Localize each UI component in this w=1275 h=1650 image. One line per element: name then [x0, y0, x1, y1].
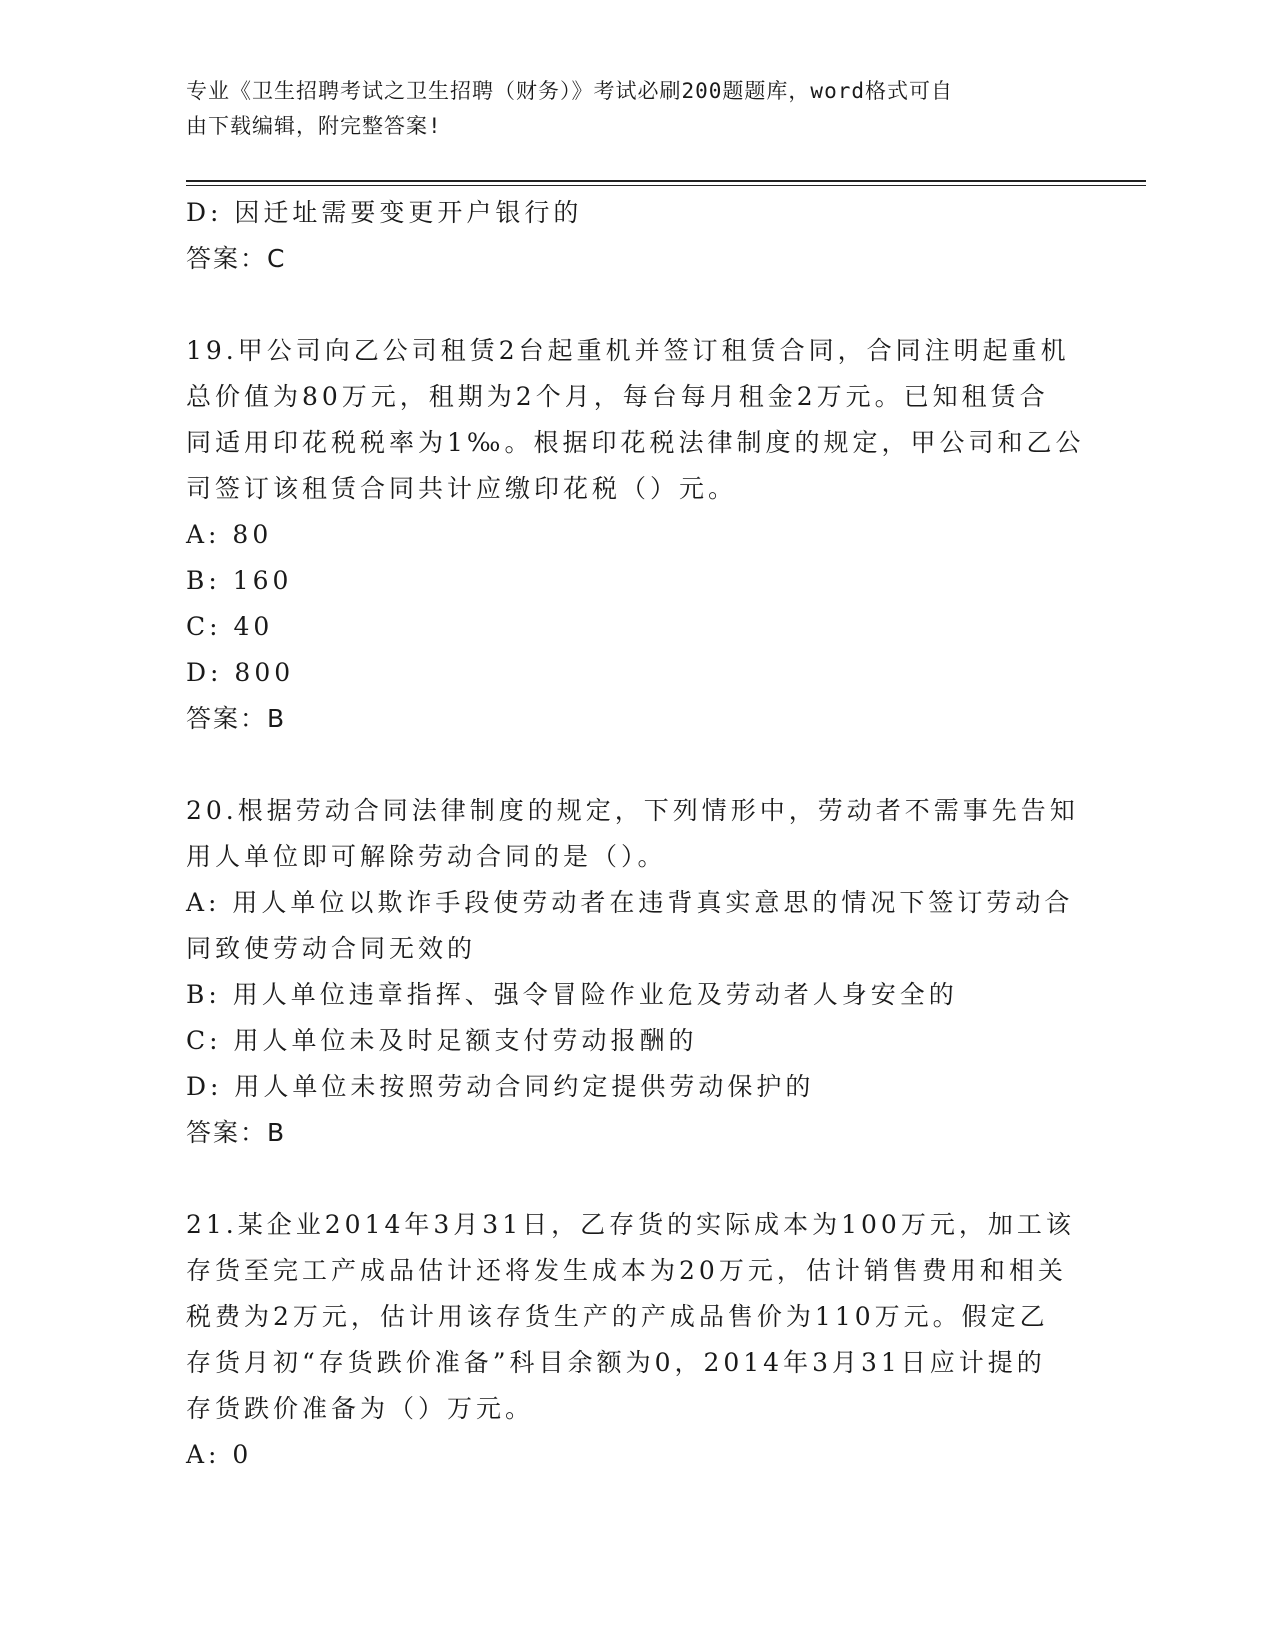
option-d: D: 用人单位未按照劳动合同约定提供劳动保护的: [186, 1072, 815, 1101]
question-text-line: 21.某企业2014年3月31日，乙存货的实际成本为100万元，加工该: [186, 1210, 1075, 1239]
option-a: A: 0: [186, 1440, 253, 1469]
answer: 答案：C: [186, 244, 287, 273]
option-a: A: 用人单位以欺诈手段使劳动者在违背真实意思的情况下签订劳动合: [186, 888, 1074, 917]
question-text-line: 同适用印花税税率为1‰。根据印花税法律制度的规定，甲公司和乙公: [186, 428, 1085, 457]
option-d: D: 800: [186, 658, 295, 687]
document-body: [186, 190, 1086, 1478]
question-text-line: 用人单位即可解除劳动合同的是（）。: [186, 842, 667, 871]
header-line-1: 专业《卫生招聘考试之卫生招聘（财务）》考试必刷200题题库，word格式可自: [186, 79, 953, 103]
question-text-line: 存货至完工产成品估计还将发生成本为20万元，估计销售费用和相关: [186, 1256, 1067, 1285]
option-c: C: 40: [186, 612, 274, 641]
question-text-line: 税费为2万元，估计用该存货生产的产成品售价为110万元。假定乙: [186, 1302, 1049, 1331]
question-text-line: 总价值为80万元，租期为2个月，每台每月租金2万元。已知租赁合: [186, 382, 1049, 411]
option-d: D: 因迁址需要变更开户银行的: [186, 198, 583, 227]
question-text-line: 20.根据劳动合同法律制度的规定，下列情形中，劳动者不需事先告知: [186, 796, 1079, 825]
answer: 答案：B: [186, 704, 287, 733]
question-21: [186, 1202, 1086, 1478]
option-c: C: 用人单位未及时足额支付劳动报酬的: [186, 1026, 698, 1055]
page-header: [186, 74, 1066, 144]
question-20: [186, 788, 1086, 1156]
header-line-2: 由下载编辑，附完整答案!: [186, 114, 442, 138]
question-text-line: 存货月初“存货跌价准备”科目余额为0，2014年3月31日应计提的: [186, 1348, 1046, 1377]
previous-question-tail: [186, 190, 1086, 282]
question-text-line: 存货跌价准备为（）万元。: [186, 1394, 535, 1423]
option-a: A: 80: [186, 520, 273, 549]
option-b: B: 160: [186, 566, 293, 595]
option-a-continued: 同致使劳动合同无效的: [186, 934, 477, 963]
option-b: B: 用人单位违章指挥、强令冒险作业危及劳动者人身安全的: [186, 980, 958, 1009]
question-text-line: 司签订该租赁合同共计应缴印花税（）元。: [186, 474, 738, 503]
header-rule-thin: [186, 185, 1146, 186]
header-rule-thick: [186, 180, 1146, 182]
question-19: [186, 328, 1086, 742]
question-text-line: 19.甲公司向乙公司租赁2台起重机并签订租赁合同，合同注明起重机: [186, 336, 1070, 365]
answer: 答案：B: [186, 1118, 287, 1147]
